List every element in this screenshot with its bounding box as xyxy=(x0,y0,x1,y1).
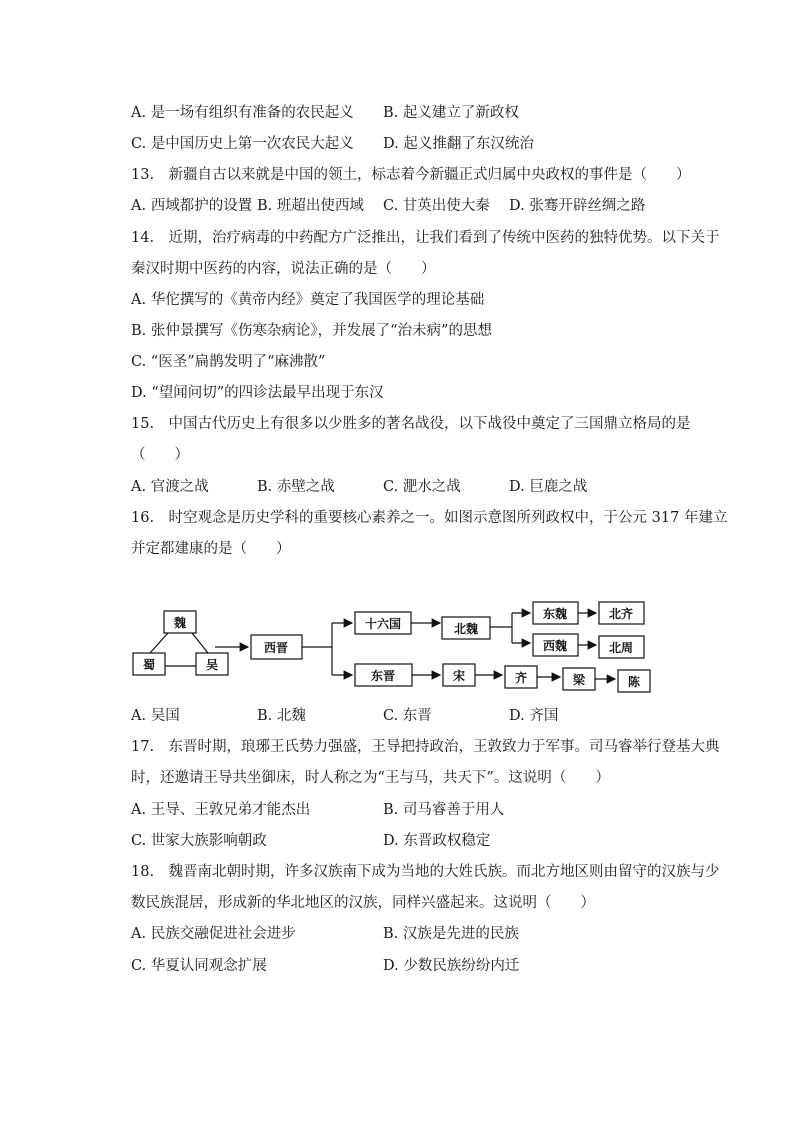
q17-stem-line1: 17. 东晋时期，琅琊王氏势力强盛，王导把持政治，王敦致力于军事。司马睿举行登基大典 xyxy=(131,739,720,755)
label-qi: 齐 xyxy=(514,671,528,685)
q14-option-b: B. 张仲景撰写《伤寒杂病论》，并发展了“治未病”的思想 xyxy=(131,323,492,339)
label-dongwei: 东魏 xyxy=(542,607,568,621)
q14-option-c: C. “医圣”扁鹊发明了“麻沸散” xyxy=(131,354,326,370)
q16-option-d: D. 齐国 xyxy=(509,708,559,724)
q16-stem-line1: 16. 时空观念是历史学科的重要核心素养之一。如图示意图所列政权中，于公元 317 年建立 xyxy=(131,510,728,526)
q16-option-b: B. 北魏 xyxy=(257,708,306,724)
q13-stem: 13. 新疆自古以来就是中国的领土，标志着今新疆正式归属中央政权的事件是（ ） xyxy=(131,167,691,183)
q18-option-d: D. 少数民族纷纷内迁 xyxy=(383,958,520,974)
label-beiwei: 北魏 xyxy=(453,622,479,636)
q17-option-d: D. 东晋政权稳定 xyxy=(383,833,491,849)
q12-option-b: B. 起义建立了新政权 xyxy=(383,105,519,121)
label-song: 宋 xyxy=(452,669,466,683)
q17-option-a: A. 王导、王敦兄弟才能杰出 xyxy=(131,802,311,818)
q15-option-b: B. 赤壁之战 xyxy=(257,479,335,495)
label-beizhou: 北周 xyxy=(608,641,634,655)
label-dongjin: 东晋 xyxy=(370,669,396,683)
q14-option-d: D. “望闻问切”的四诊法最早出现于东汉 xyxy=(131,385,384,401)
label-sixteen: 十六国 xyxy=(364,617,402,631)
q16-option-c: C. 东晋 xyxy=(383,708,432,724)
q16-stem-line2: 并定都建康的是（ ） xyxy=(131,541,291,557)
q17-stem-line2: 时，还邀请王导共坐御床，时人称之为“王与马，共天下”。这说明（ ） xyxy=(131,770,610,786)
q12-option-a: A. 是一场有组织有准备的农民起义 xyxy=(131,105,354,121)
dynasty-diagram xyxy=(120,595,660,705)
q18-stem-line1: 18. 魏晋南北朝时期，许多汉族南下成为当地的大姓氏族。而北方地区则由留守的汉族与少 xyxy=(131,864,720,880)
q17-option-c: C. 世家大族影响朝政 xyxy=(131,833,267,849)
q14-option-a: A. 华佗撰写的《黄帝内经》奠定了我国医学的理论基础 xyxy=(131,292,485,308)
label-wei: 魏 xyxy=(173,616,187,630)
q15-stem-line2: （ ） xyxy=(131,447,189,463)
q14-stem-line1: 14. 近期，治疗病毒的中药配方广泛推出，让我们看到了传统中医药的独特优势。以下关于 xyxy=(131,230,720,246)
q18-option-a: A. 民族交融促进社会进步 xyxy=(131,926,296,942)
q13-option-c: C. 甘英出使大秦 xyxy=(383,198,490,214)
q17-option-b: B. 司马睿善于用人 xyxy=(383,802,505,818)
q13-option-d: D. 张骞开辟丝绸之路 xyxy=(509,198,646,214)
q15-stem-line1: 15. 中国古代历史上有很多以少胜多的著名战役，以下战役中奠定了三国鼎立格局的是 xyxy=(131,416,691,432)
q18-option-c: C. 华夏认同观念扩展 xyxy=(131,958,267,974)
q14-stem-line2: 秦汉时期中医药的内容，说法正确的是（ ） xyxy=(131,261,436,277)
q15-option-a: A. 官渡之战 xyxy=(131,479,209,495)
label-liang: 梁 xyxy=(572,673,586,687)
label-chen: 陈 xyxy=(627,675,641,689)
q15-option-d: D. 巨鹿之战 xyxy=(509,479,588,495)
q15-option-c: C. 淝水之战 xyxy=(383,479,461,495)
q18-option-b: B. 汉族是先进的民族 xyxy=(383,926,519,942)
label-xijin: 西晋 xyxy=(263,641,289,655)
label-wu: 吴 xyxy=(205,658,219,672)
label-shu: 蜀 xyxy=(142,658,156,672)
q12-option-c: C. 是中国历史上第一次农民大起义 xyxy=(131,136,354,152)
label-beiqi: 北齐 xyxy=(608,607,634,621)
label-xiwei: 西魏 xyxy=(542,639,568,653)
q16-option-a: A. 吴国 xyxy=(131,708,180,724)
q13-option-b: B. 班超出使西域 xyxy=(257,198,364,214)
q12-option-d: D. 起义推翻了东汉统治 xyxy=(383,136,534,152)
q13-option-a: A. 西域都护的设置 xyxy=(131,198,253,214)
q18-stem-line2: 数民族混居，形成新的华北地区的汉族，同样兴盛起来。这说明（ ） xyxy=(131,895,595,911)
